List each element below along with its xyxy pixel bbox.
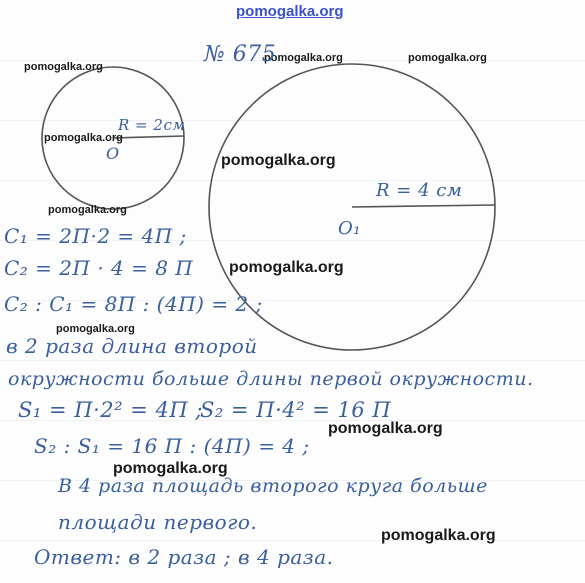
solution-line-circumference-2: C₂ = 2П · 4 = 8 П xyxy=(4,256,194,280)
solution-line-conclusion-2a: В 4 раза площадь второго круга больше xyxy=(58,475,488,497)
small-radius-label: R = 2см xyxy=(118,116,186,134)
watermark: pomogalka.org xyxy=(408,52,487,64)
solution-line-ratio-c: C₂ : C₁ = 8П : (4П) = 2 ; xyxy=(4,292,263,316)
solution-line-circumference-1: C₁ = 2П·2 = 4П ; xyxy=(4,224,187,248)
watermark: pomogalka.org xyxy=(328,420,443,437)
solution-line-conclusion-1a: в 2 раза длина второй xyxy=(6,334,258,358)
watermark: pomogalka.org xyxy=(221,152,336,169)
watermark: pomogalka.org xyxy=(113,460,228,477)
top-watermark: pomogalka.org xyxy=(236,3,344,20)
watermark: pomogalka.org xyxy=(229,259,344,276)
small-center-label: O xyxy=(106,144,120,163)
watermark: pomogalka.org xyxy=(48,204,127,216)
watermark: pomogalka.org xyxy=(24,61,103,73)
solution-line-ratio-s: S₂ : S₁ = 16 П : (4П) = 4 ; xyxy=(34,434,310,458)
watermark: pomogalka.org xyxy=(264,52,343,64)
problem-number: № 675 xyxy=(204,42,277,67)
solution-line-area-1: S₁ = П·2² = 4П ; xyxy=(18,398,203,422)
solution-line-conclusion-2b: площади первого. xyxy=(58,510,258,534)
watermark: pomogalka.org xyxy=(56,323,135,335)
solution-line-conclusion-1b: окружности больше длины первой окружности. xyxy=(8,368,534,390)
watermark: pomogalka.org xyxy=(381,527,496,544)
large-radius-label: R = 4 см xyxy=(376,180,463,201)
large-circle-radius xyxy=(352,205,495,207)
solution-line-area-2: S₂ = П·4² = 16 П xyxy=(200,398,392,422)
watermark: pomogalka.org xyxy=(44,132,123,144)
small-circle-radius xyxy=(113,136,184,138)
answer-line: Ответ: в 2 раза ; в 4 раза. xyxy=(34,545,334,569)
large-center-label: O₁ xyxy=(338,218,361,239)
